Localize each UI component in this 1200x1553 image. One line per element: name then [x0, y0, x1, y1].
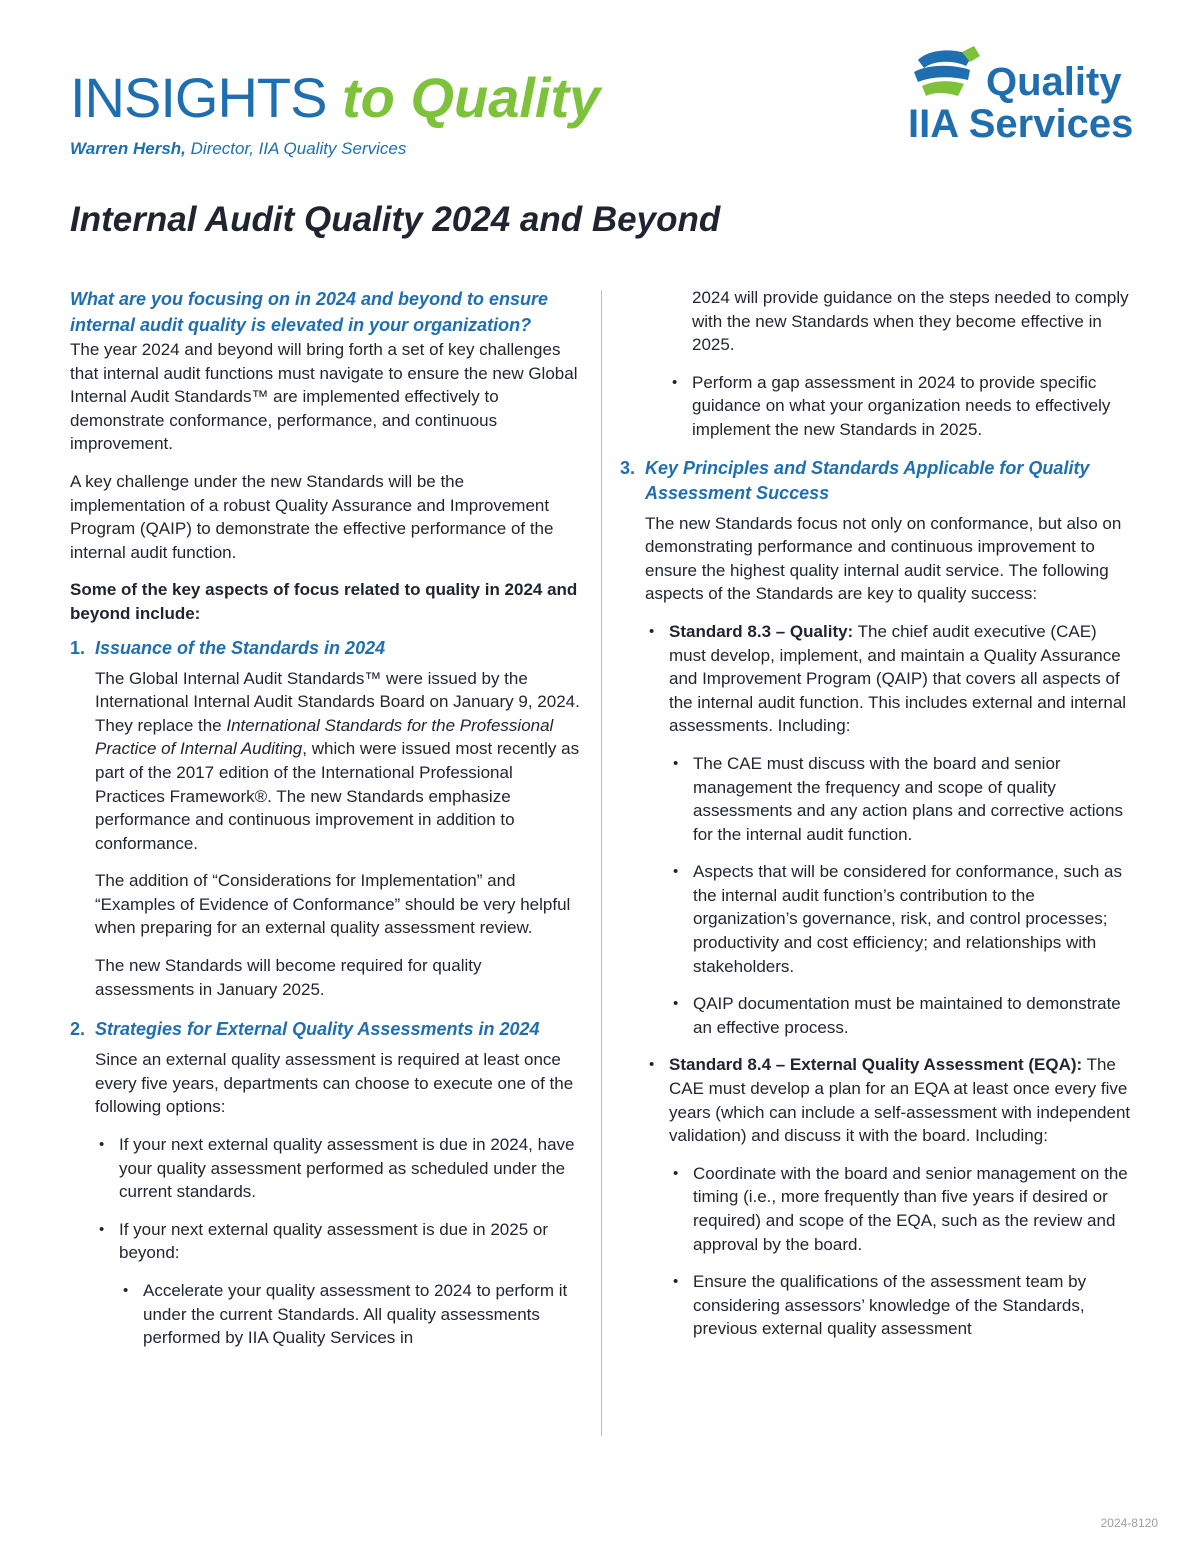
section-2-body [70, 1048, 582, 1350]
section-2-heading [70, 1017, 582, 1042]
globe-icon [910, 46, 984, 108]
section-3-body [620, 512, 1134, 1341]
iia-quality-services-logo [906, 44, 1156, 144]
list-item [95, 1218, 582, 1350]
intro-paragraph-2: A key challenge under the new Standards will be the implementation of a robust Quality Assurance and Improvement Program (QAIP) to demonstrate the effective performance of the internal audit function. [70, 471, 554, 562]
standard-text: The chief audit executive (CAE) must develop, implement, and maintain a Quality Assurance and Improvement Program (QAIP) that covers all aspects of the internal audit function. This includes external and internal assessments. Including: [669, 621, 1127, 736]
section-number: 2. [70, 1019, 86, 1040]
title-to-quality: to Quality [342, 66, 601, 129]
logo-text [908, 60, 1134, 146]
section-title: Issuance of the Standards in 2024 [95, 637, 386, 658]
column-divider [601, 290, 602, 1436]
standard-text: The CAE must develop a plan for an EQA at least once every five years (which can include a self-assessment with independent validation) and discuss it with the board. Including: [669, 1055, 1131, 1146]
standard-8-4-sublist [669, 1162, 1134, 1341]
left-column [70, 286, 582, 1364]
section-title: Key Principles and Standards Applicable for Quality Assessment Success [645, 457, 1090, 503]
continued-content [620, 286, 1134, 357]
section-1-body [70, 667, 582, 1002]
intro-paragraph-1: The year 2024 and beyond will bring forth a set of key challenges that internal audit functions must navigate to ensure the new Global Internal Audit Standards™ are implemented effectively to demonstrate conformance, performance, and continuous improvement. [70, 340, 578, 454]
section-3-paragraph-1: The new Standards focus not only on conformance, but also on demonstrating performance and continuous improvement to ensure the highest quality internal audit service. The following aspects of the Standards are key to quality success: [645, 513, 1122, 604]
lead-question: What are you focusing on in 2024 and beyond to ensure internal audit quality is elevated in your organization? [70, 289, 549, 335]
right-column [620, 286, 1134, 1355]
list-item: • If your next external quality assessment is due in 2024, have your quality assessment performed as scheduled under the current standards. [95, 1133, 582, 1204]
logo-line-1: Quality [986, 60, 1122, 104]
gap-list [620, 371, 1134, 442]
byline [70, 139, 406, 159]
standard-label: Standard 8.3 – Quality: [669, 621, 854, 641]
standards-list [645, 620, 1134, 1341]
author-role: Director, IIA Quality Services [190, 139, 407, 158]
section-3-heading [620, 456, 1134, 506]
standard-label: Standard 8.4 – External Quality Assessment (EQA): [669, 1055, 1083, 1075]
standards-reference: International Standards for the Professional Practice of Internal Auditing [95, 715, 554, 759]
logo-line-2: IIA Services [908, 102, 1134, 146]
document-code: 2024-8120 [1100, 1516, 1158, 1530]
title-insights: INSIGHTS [70, 66, 327, 129]
section-1-paragraph-3: The new Standards will become required for quality assessments in January 2025. [95, 956, 482, 999]
document-title: Internal Audit Quality 2024 and Beyond [70, 200, 721, 239]
list-item: • Perform a gap assessment in 2024 to provide specific guidance on what your organization needs to effectively implement the new Standards in 2025. [668, 371, 1134, 442]
author-name: Warren Hersh, [70, 139, 186, 158]
standard-8-3-item [645, 620, 1134, 1040]
list-item: • Aspects that will be considered for conformance, such as the internal audit function’s contribution to the organization’s governance, risk, and control processes; productivity and cost efficiency; and relationships with stakeholders. [669, 860, 1134, 978]
newsletter-title [70, 62, 600, 134]
standard-8-4-item [645, 1053, 1134, 1341]
section-1-heading [70, 636, 582, 661]
list-item-text: If your next external quality assessment is due in 2025 or beyond: [119, 1219, 549, 1263]
key-aspects-intro: Some of the key aspects of focus related to quality in 2024 and beyond include: [70, 580, 578, 623]
standard-8-3-sublist [669, 752, 1134, 1040]
list-item: • QAIP documentation must be maintained to demonstrate an effective process. [669, 992, 1134, 1039]
paragraph-text: , which were issued most recently as part of the 2017 edition of the International Professional Practices Framework®. The new Standards emphasize performance and continuous improvement in addition to conformance. [95, 739, 580, 853]
list-item: • The CAE must discuss with the board and senior management the frequency and scope of quality assessments and any action plans and corrective actions for the internal audit function. [669, 752, 1134, 846]
list-item: • Coordinate with the board and senior management on the timing (i.e., more frequently than five years if desired or required) and scope of the EQA, such as the review and approval by the board. [669, 1162, 1134, 1256]
section-2-paragraph-1: Since an external quality assessment is required at least once every five years, departments can choose to execute one of the following options: [95, 1050, 574, 1117]
list-item: • Accelerate your quality assessment to 2024 to perform it under the current Standards. All quality assessments performed by IIA Quality Services in [119, 1279, 582, 1350]
sub-options-list [119, 1279, 582, 1350]
section-number: 1. [70, 637, 86, 658]
continued-paragraph: 2024 will provide guidance on the steps needed to comply with the new Standards when they become effective in 2025. [692, 288, 1129, 355]
section-number: 3. [620, 457, 636, 478]
section-1-paragraph-2: The addition of “Considerations for Implementation” and “Examples of Evidence of Conformance” should be very helpful when preparing for an external quality assessment review. [95, 871, 571, 938]
paragraph-text: The Global Internal Audit Standards™ were issued by the International Internal Audit Standards Board on January 9, 2024. They replace the [95, 668, 580, 735]
section-title: Strategies for External Quality Assessments in 2024 [95, 1019, 540, 1040]
section-1-paragraph-1 [95, 667, 582, 856]
list-item: • Ensure the qualifications of the assessment team by considering assessors’ knowledge of the Standards, previous external quality assessment [669, 1270, 1134, 1341]
options-list [95, 1133, 582, 1350]
